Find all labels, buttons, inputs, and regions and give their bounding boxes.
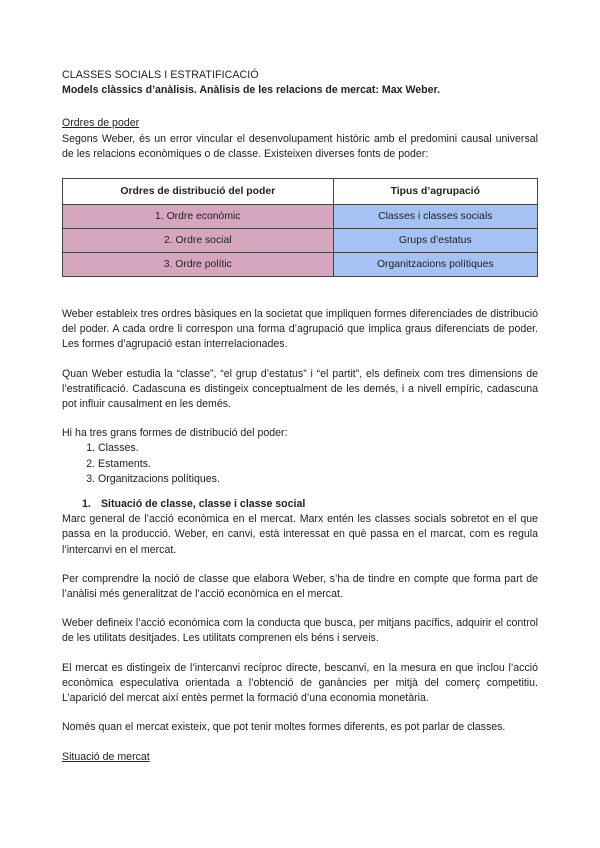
body-paragraph: Només quan el mercat existeix, que pot tenir moltes formes diferents, es pot parlar de classes. [62, 721, 506, 734]
table-header-grouping: Tipus d’agrupació [333, 179, 537, 205]
power-orders-table [62, 178, 538, 277]
table-cell-order: 2. Ordre social [63, 229, 334, 253]
section-number: 1. [82, 498, 91, 511]
table-cell-group: Organitzacions polítiques [333, 253, 537, 277]
body-paragraph: Weber estableix tres ordres bàsiques en la societat que impliquen formes diferenciades de distribució del poder. A cada ordre li correspon una forma d’agrupació que implica graus diferenciats de poder. Les formes d’agrupació estan interrelacionades. [62, 308, 538, 351]
table-row [63, 229, 538, 253]
body-paragraph: Quan Weber estudia la “classe”, “el grup d’estatus” i “el partit”, els defineix com tres dimensions de l’estratificació. Cadascuna es distingeix conceptualment de les demés, i a nivell empíric, cadascuna pot influir causalment en les demés. [62, 367, 538, 411]
section-heading-text: Situació de classe, classe i classe social [100, 498, 306, 511]
table-row [63, 253, 538, 277]
body-paragraph: Marc general de l’acció econòmica en el mercat. Marx entén les classes socials sobretot en el que passa en la producció. Weber, en canvi, està interessat en què passa en el marcat, com es regula l’intercanvi en el mercat. [62, 513, 538, 556]
list-item: 1. Classes. [98, 441, 538, 456]
table-row [63, 205, 538, 229]
table-cell-group: Grups d’estatus [333, 229, 537, 253]
section-heading-situacio-de-mercat: Situació de mercat [62, 751, 150, 764]
document-subtitle: Models clàssics d’anàlisis. Anàlisis de les relacions de mercat: Max Weber. [62, 84, 441, 97]
section-intro-paragraph: Segons Weber, és un error vincular el desenvolupament històric amb el predomini causal universal de les relacions econòmiques o de classe. Existeixen diverses fonts de poder: [62, 132, 538, 160]
list-item: 3. Organitzacions polítiques. [98, 472, 538, 487]
table-header-row [63, 179, 538, 205]
body-paragraph: Per comprendre la noció de classe que elabora Weber, s’ha de tindre en compte que forma part de l’anàlisi més generalitzat de l’acció econòmica en el mercat. [62, 572, 538, 601]
section-heading-ordres-de-poder: Ordres de poder [62, 117, 140, 130]
power-forms-list [62, 441, 538, 487]
body-paragraph: El mercat es distingeix de l’intercanvi recíproc directe, bescanvi, en la mesura en que inclou l’acció econòmica especulativa orientada a l’obtenció de ganàncies per mitjà del comerç competitiu. L’aparició del mercat així entès permet la formació d’una economia monetària. [62, 661, 538, 705]
table-header-orders: Ordres de distribució del poder [63, 179, 334, 205]
body-paragraph: Weber defineix l’acció econòmica com la conducta que busca, per mitjans pacífics, adquirir el control de les utilitats desitjades. Les utilitats comprenen els béns i serveis. [62, 617, 538, 645]
document-title: CLASSES SOCIALS I ESTRATIFICACIÓ [62, 69, 259, 81]
section-heading-situacio-de-classe [62, 497, 538, 512]
document-page [62, 68, 538, 766]
table-cell-order: 1. Ordre econòmic [63, 205, 334, 229]
table-cell-order: 3. Ordre polític [63, 253, 334, 277]
body-paragraph: Hi ha tres grans formes de distribució del poder: [62, 427, 288, 440]
list-item: 2. Estaments. [98, 457, 538, 472]
table-cell-group: Classes i classes socials [333, 205, 537, 229]
